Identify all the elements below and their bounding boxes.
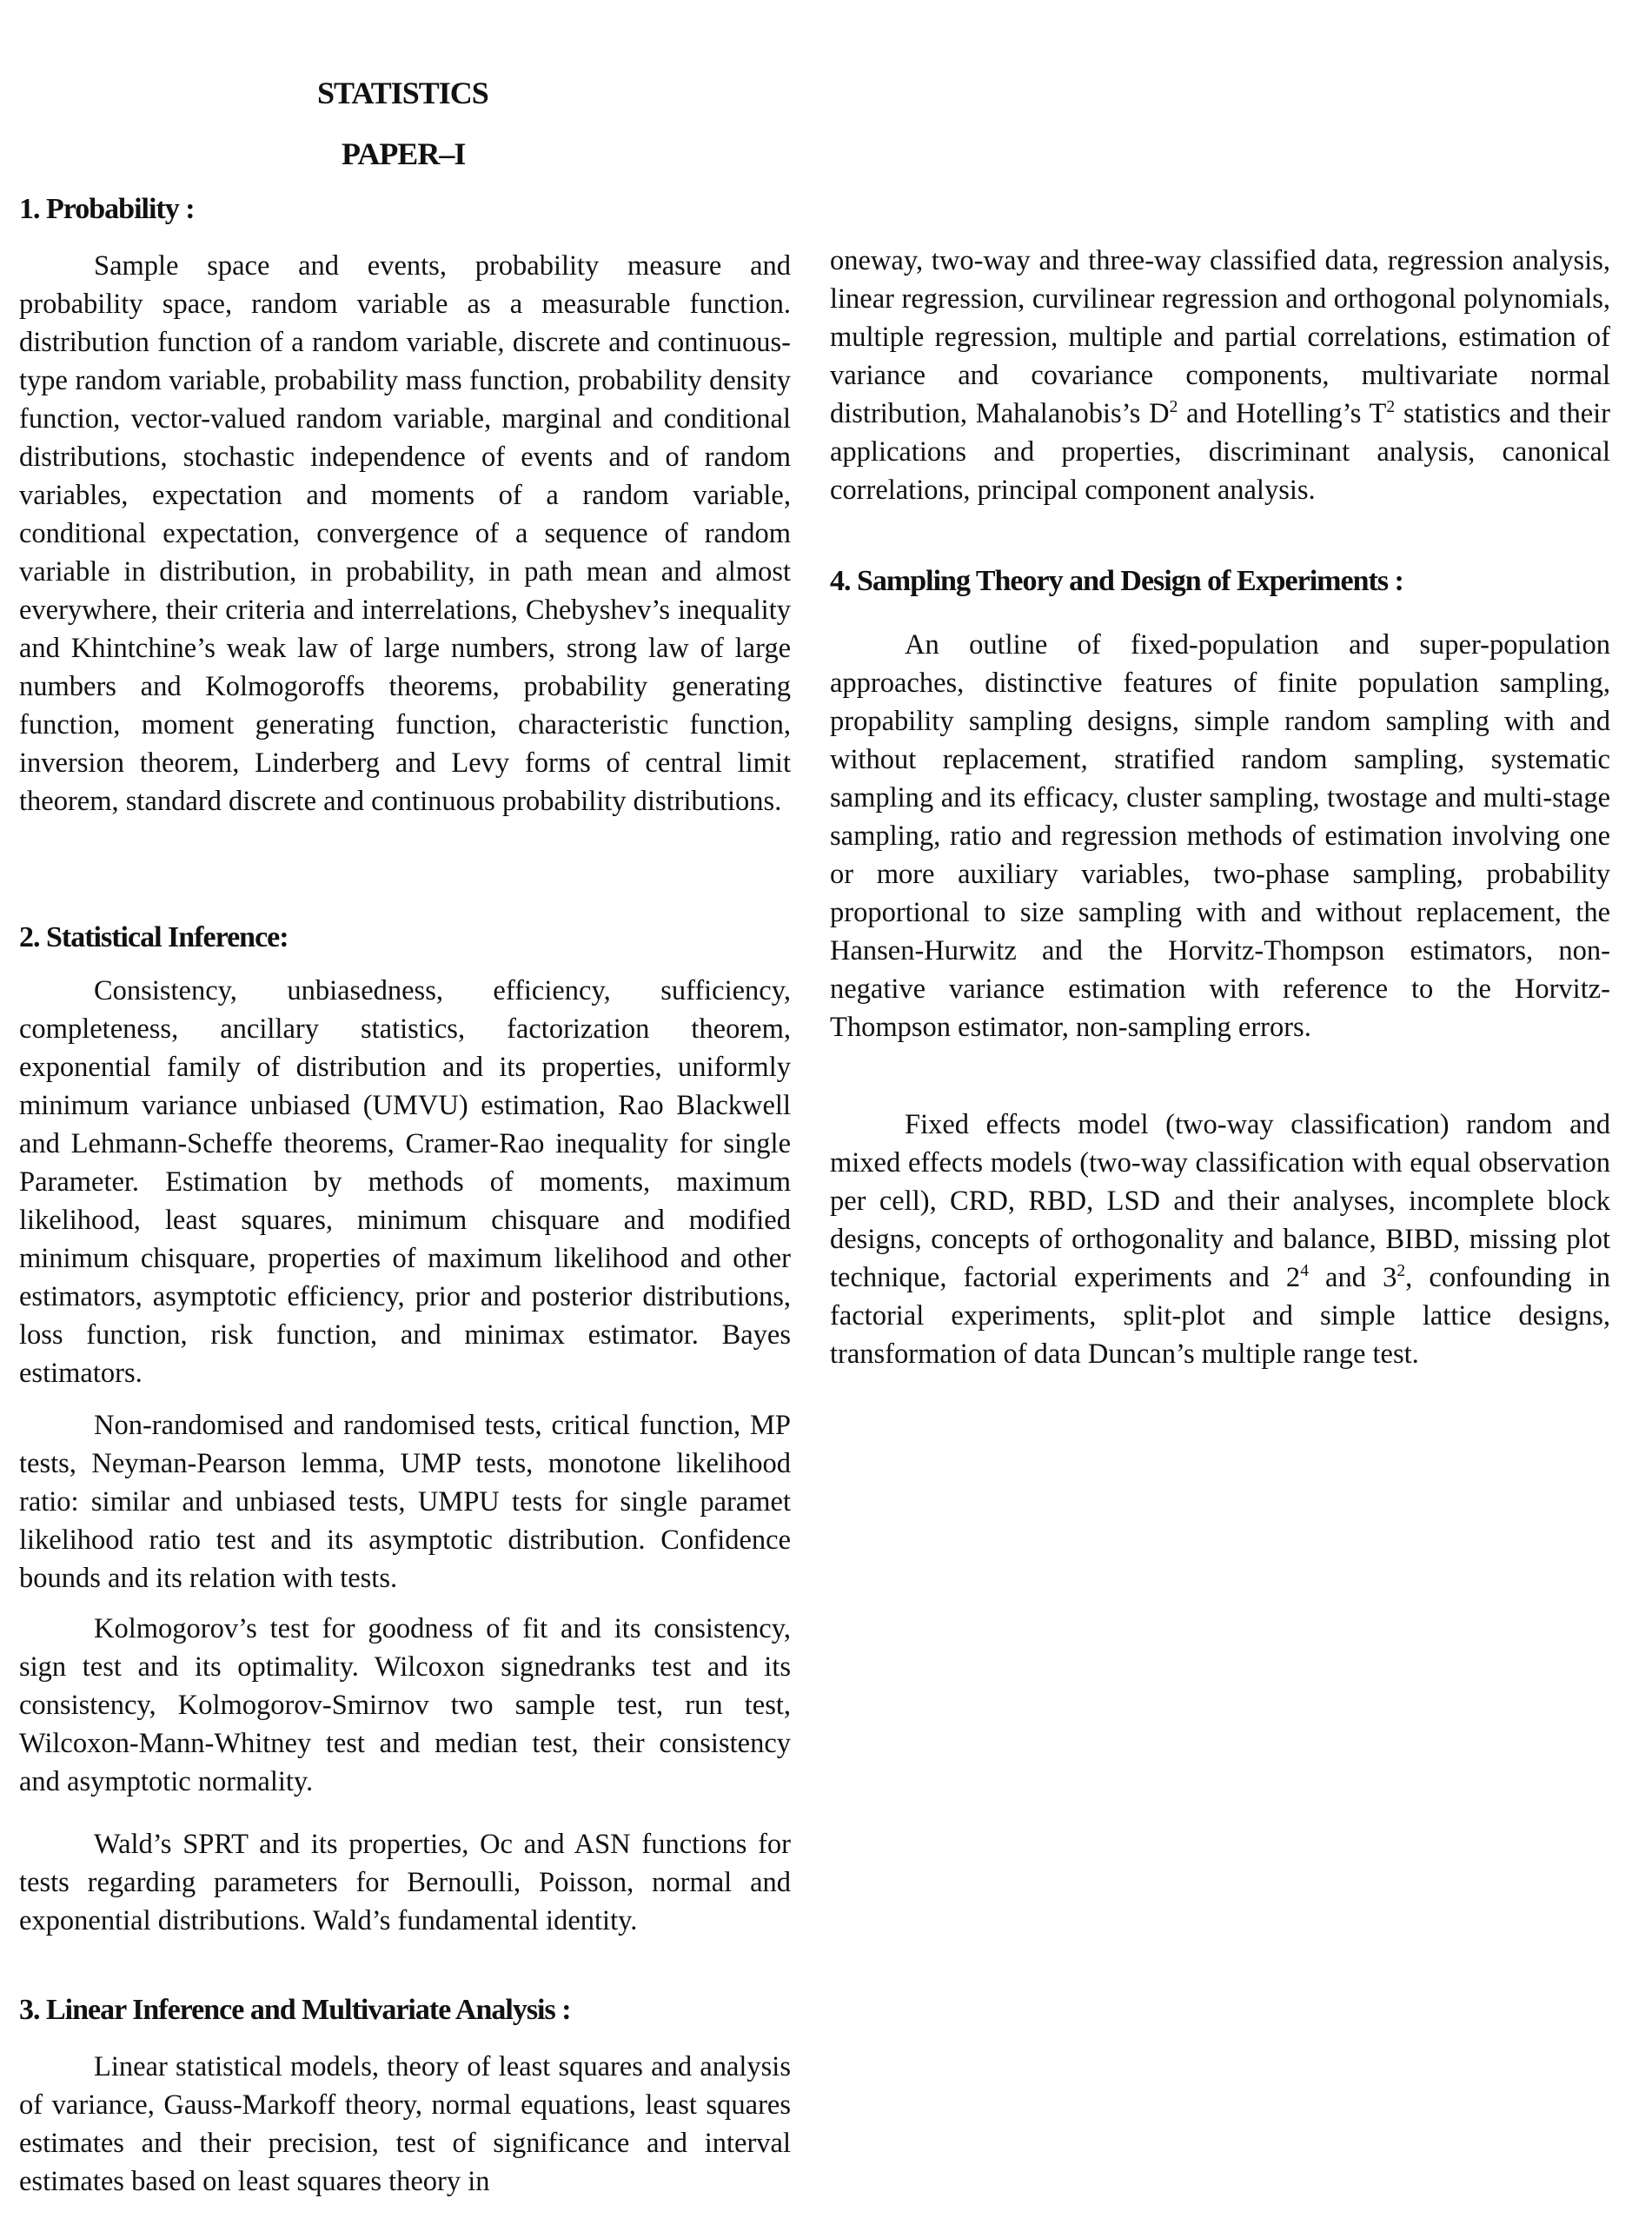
linear-inference-text-b: and Hotelling’s T xyxy=(1178,398,1387,429)
section-heading-sampling-theory: 4. Sampling Theory and Design of Experiments : xyxy=(830,565,1403,597)
document-subtitle: PAPER–I xyxy=(342,136,466,171)
sampling-theory-paragraph-1: An outline of fixed-population and super-population approaches, distinctive features of finite population sampling, propability sampling designs, simple random sampling with and without replacement, stratified random sampling, systematic sampling and its efficacy, cluster sampling, twostage and multi-stage sampling, ratio and regression methods of estimation involving one or more auxiliary variables, two-phase sampling, probability proportional to size sampling with and without replacement, the Hansen-Hurwitz and the Horvitz-Thompson estimators, non-negative variance estimation with reference to the Horvitz-Thompson estimator, non-sampling errors. xyxy=(830,629,1610,1043)
section-heading-probability: 1. Probability : xyxy=(19,193,195,225)
linear-inference-paragraph-1: Linear statistical models, theory of least squares and analysis of variance, Gauss-Markoff theory, normal equations, least squares estimates and their precision, test of significance and interval estimates based on least squares theory in xyxy=(19,2051,791,2197)
document-title: STATISTICS xyxy=(317,76,488,110)
linear-inference-text-a: oneway, two-way and three-way classified data, regression analysis, linear regression, curvilinear regression and orthogonal polynomials, multiple regression, multiple and partial correlations, estimation of variance and covariance components, multivariate normal distribution, Mahalanobis’s D xyxy=(830,245,1610,429)
linear-inference-paragraph-continued xyxy=(830,242,1610,509)
linear-inference-text-c: statistics and their applications and properties, discriminant analysis, canonical correlations, principal component analysis. xyxy=(830,398,1610,506)
statistical-inference-paragraph-4: Wald’s SPRT and its properties, Oc and ASN functions for tests regarding parameters for Bernoulli, Poisson, normal and exponential distributions. Wald’s fundamental identity. xyxy=(19,1829,791,1936)
statistical-inference-paragraph-3: Kolmogorov’s test for goodness of fit and its consistency, sign test and its optimality. Wilcoxon signedranks test and its consistency, Kolmogorov-Smirnov two sample test, run test, Wilcoxon-Mann-Whitney test and median test, their consistency and asymptotic normality. xyxy=(19,1613,791,1797)
superscript-t: 2 xyxy=(1386,398,1396,417)
design-text-b: and 3 xyxy=(1308,1262,1397,1293)
sampling-theory-paragraph-2 xyxy=(830,1106,1610,1373)
superscript-3-2: 2 xyxy=(1397,1262,1406,1281)
superscript-d: 2 xyxy=(1169,398,1178,417)
design-text-c: , confounding in factorial experiments, split-plot and simple lattice designs, transformation of data Duncan’s multiple range test. xyxy=(830,1262,1610,1370)
design-text-a: Fixed effects model (two-way classification) random and mixed effects models (two-way classification with equal observation per cell), CRD, RBD, LSD and their analyses, incomplete block designs, concepts of orthogonality and balance, BIBD, missing plot technique, factorial experiments and 2 xyxy=(830,1109,1610,1293)
section-heading-linear-inference: 3. Linear Inference and Multivariate Analysis : xyxy=(19,1994,571,2026)
statistical-inference-paragraph-1: Consistency, unbiasedness, efficiency, sufficiency, completeness, ancillary statistics, factorization theorem, exponential family of distribution and its properties, uniformly minimum variance unbiased (UMVU) estimation, Rao Blackwell and Lehmann-Scheffe theorems, Cramer-Rao inequality for single Parameter. Estimation by methods of moments, maximum likelihood, least squares, minimum chisquare and modified minimum chisquare, properties of maximum likelihood and other estimators, asymptotic efficiency, prior and posterior distributions, loss function, risk function, and minimax estimator. Bayes estimators. xyxy=(19,975,791,1389)
probability-paragraph: Sample space and events, probability measure and probability space, random variable as a measurable function. distribution function of a random variable, discrete and continuous-type random variable, probability mass function, probability density function, vector-valued random variable, marginal and conditional distributions, stochastic independence of events and of random variables, expectation and moments of a random variable, conditional expectation, convergence of a sequence of random variable in distribution, in probability, in path mean and almost everywhere, their criteria and interrelations, Chebyshev’s inequality and Khintchine’s weak law of large numbers, strong law of large numbers and Kolmogoroffs theorems, probability generating function, moment generating function, characteristic function, inversion theorem, Linderberg and Levy forms of central limit theorem, standard discrete and continuous probability distributions. xyxy=(19,250,791,817)
section-heading-statistical-inference: 2. Statistical Inference: xyxy=(19,921,289,953)
statistical-inference-paragraph-2: Non-randomised and randomised tests, critical function, MP tests, Neyman-Pearson lemma, UMP tests, monotone likelihood ratio: similar and unbiased tests, UMPU tests for single paramet likelihood ratio test and its asymptotic distribution. Confidence bounds and its relation with tests. xyxy=(19,1410,791,1594)
superscript-2-4: 4 xyxy=(1300,1262,1309,1281)
